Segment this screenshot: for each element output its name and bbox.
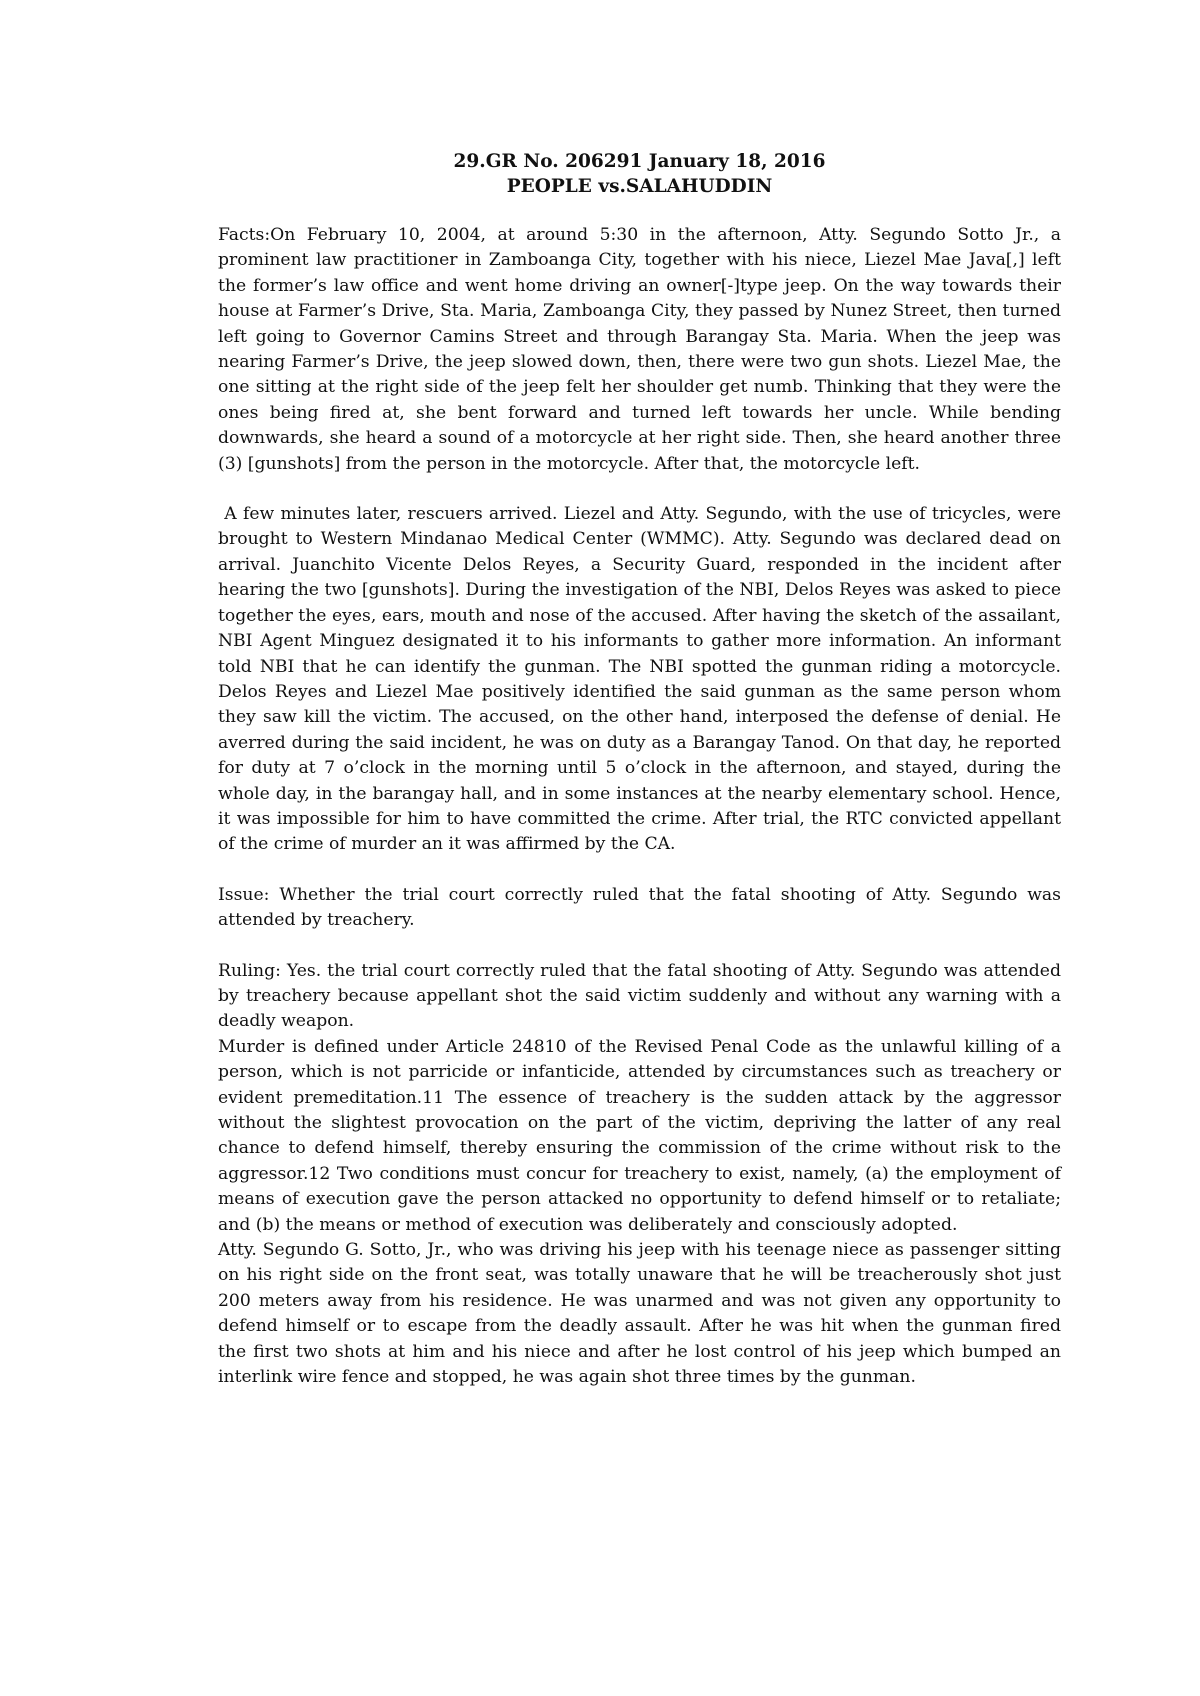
murder-definition-paragraph: Murder is defined under Article 24810 of the Revised Penal Code as the unlawful killing of a person, which is not parricide or infanticide, attended by circumstances such as treachery or evident premeditation.11 The essence of treachery is the sudden attack by the aggressor without the slightest provocation on the part of the victim, depriving the latter of any real chance to defend himself, thereby ensuring the commission of the crime without risk to the aggressor.12 Two conditions must concur for treachery to exist, namely, (a) the employment of means of execution gave the person attacked no opportunity to defend himself or to retaliate; and (b) the means or method of execution was deliberately and consciously adopted. (218, 1036, 1061, 1235)
document-body (218, 149, 1067, 1390)
application-paragraph: Atty. Segundo G. Sotto, Jr., who was driving his jeep with his teenage niece as passenger sitting on his right side on the front seat, was totally unaware that he will be treacherously shot just 200 meters away from his residence. He was unarmed and was not given any opportunity to defend himself or to escape from the deadly assault. After he was hit when the gunman fired the first two shots at him and his niece and after he lost control of his jeep which bumped an interlink wire fence and stopped, he was again shot three times by the gunman. (218, 1240, 1061, 1388)
facts-paragraph: Facts:On February 10, 2004, at around 5:30 in the afternoon, Atty. Segundo Sotto Jr., a prominent law practitioner in Zamboanga City, together with his niece, Liezel Mae Java[,] left the former’s law office and went home driving an owner[-]type jeep. On the way towards their house at Farmer’s Drive, Sta. Maria, Zamboanga City, they passed by Nunez Street, then turned left going to Governor Camins Street and through Barangay Sta. Maria. When the jeep was nearing Farmer’s Drive, the jeep slowed down, then, there were two gun shots. Liezel Mae, the one sitting at the right side of the jeep felt her shoulder get numb. Thinking that they were the ones being fired at, she bent forward and turned left towards her uncle. While bending downwards, she heard a sound of a motorcycle at her right side. Then, she heard another three (3) [gunshots] from the person in the motorcycle. After that, the motorcycle left. (218, 225, 1061, 474)
facts-continued-paragraph: A few minutes later, rescuers arrived. Liezel and Atty. Segundo, with the use of tricycles, were brought to Western Mindanao Medical Center (WMMC). Atty. Segundo was declared dead on arrival. Juanchito Vicente Delos Reyes, a Security Guard, responded in the incident after hearing the two [gunshots]. During the investigation of the NBI, Delos Reyes was asked to piece together the eyes, ears, mouth and nose of the accused. After having the sketch of the assailant, NBI Agent Minguez designated it to his informants to gather more information. An informant told NBI that he can identify the gunman. The NBI spotted the gunman riding a motorcycle. Delos Reyes and Liezel Mae positively identified the said gunman as the same person whom they saw kill the victim. The accused, on the other hand, interposed the defense of denial. He averred during the said incident, he was on duty as a Barangay Tanod. On that day, he reported for duty at 7 o’clock in the morning until 5 o’clock in the afternoon, and stayed, during the whole day, in the barangay hall, and in some instances at the nearby elementary school. Hence, it was impossible for him to have committed the crime. After trial, the RTC convicted appellant of the crime of murder an it was affirmed by the CA. (218, 504, 1067, 855)
case-number-title: 29.GR No. 206291 January 18, 2016 (453, 151, 826, 172)
document-title-block (218, 149, 1061, 199)
issue-paragraph: Issue: Whether the trial court correctly ruled that the fatal shooting of Atty. Segundo was attended by treachery. (218, 884, 1061, 931)
case-name-title: PEOPLE vs.SALAHUDDIN (506, 176, 773, 197)
ruling-paragraph: Ruling: Yes. the trial court correctly ruled that the fatal shooting of Atty. Segundo was attended by treachery because appellant shot the said victim suddenly and without any warning with a deadly weapon. (218, 960, 1061, 1032)
